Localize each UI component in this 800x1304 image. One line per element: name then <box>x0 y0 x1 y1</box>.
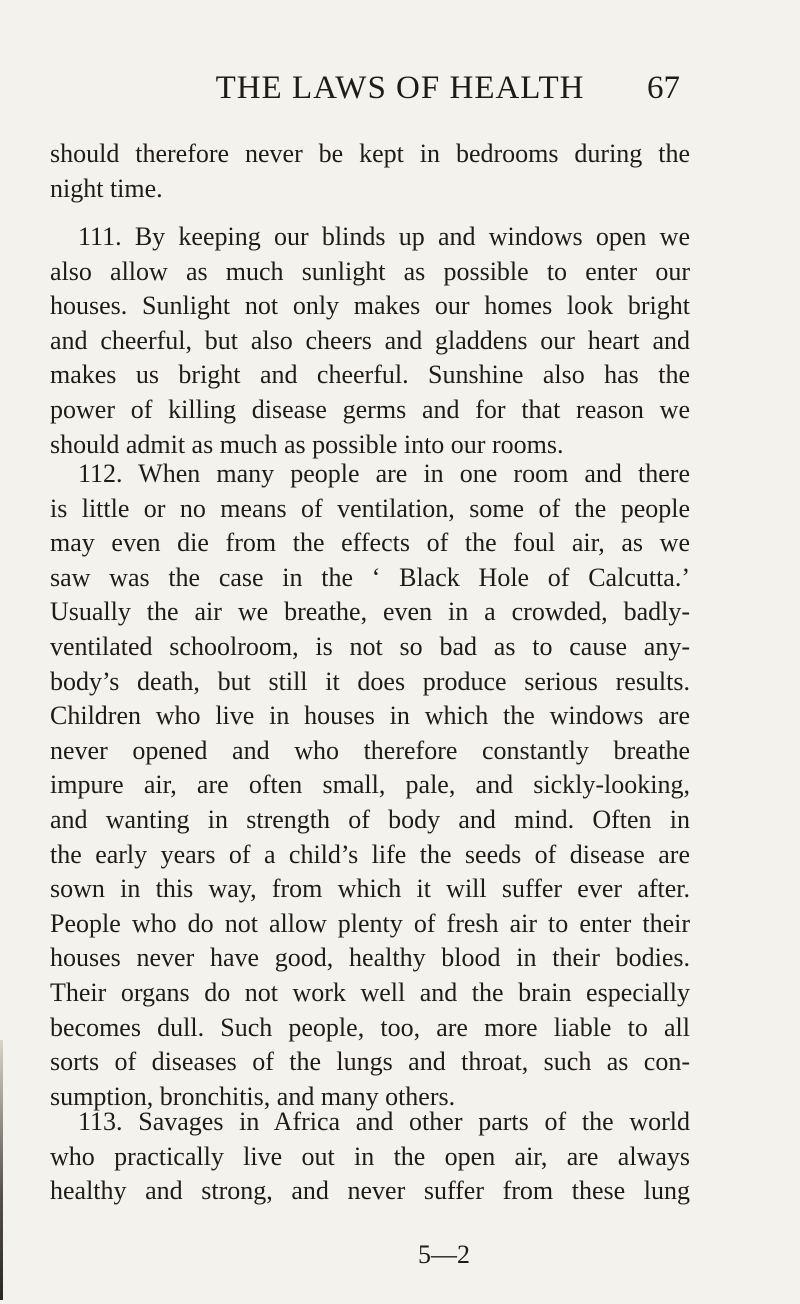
text-line: 111. By keeping our blinds up and windows open we <box>78 222 690 251</box>
running-title: THE LAWS OF HEALTH <box>215 70 585 106</box>
text-line: 112. When many people are in one room and there <box>78 459 690 488</box>
text-line: houses never have good, healthy blood in their bodies. <box>50 943 690 973</box>
text-line: Children who live in houses in which the windows are <box>50 701 690 731</box>
text-line: impure air, are often small, pale, and sickly-looking, <box>50 770 690 800</box>
text-line: the early years of a child’s life the seeds of disease are <box>50 839 690 869</box>
page-edge-shadow <box>0 1040 3 1300</box>
text-line: healthy and strong, and never suffer from these lung <box>50 1176 690 1206</box>
paragraph-111 <box>50 220 690 462</box>
text-line: 113. Savages in Africa and other parts of the world <box>78 1107 690 1136</box>
text-line: also allow as much sunlight as possible to enter our <box>50 256 690 286</box>
text-line: sorts of diseases of the lungs and throat, such as con- <box>50 1047 690 1077</box>
text-line: saw was the case in the ‘ Black Hole of Calcutta.’ <box>50 562 690 592</box>
text-line: should admit as much as possible into our rooms. <box>50 429 564 459</box>
text-line: night time. <box>50 173 163 203</box>
paragraph-continuation <box>50 137 690 206</box>
text-line: Usually the air we breathe, even in a crowded, badly- <box>50 597 690 627</box>
text-line: never opened and who therefore constantly breathe <box>50 735 690 765</box>
text-line: and cheerful, but also cheers and gladdens our heart and <box>50 325 690 355</box>
text-line: People who do not allow plenty of fresh air to enter their <box>50 908 690 938</box>
text-line: houses. Sunlight not only makes our homes look bright <box>50 291 690 321</box>
page-header <box>0 70 800 110</box>
paragraph-112 <box>50 457 690 1114</box>
text-line: ventilated schoolroom, is not so bad as to cause any- <box>50 631 690 661</box>
text-line: becomes dull. Such people, too, are more liable to all <box>50 1012 690 1042</box>
text-line: should therefore never be kept in bedrooms during the <box>50 139 690 168</box>
text-line: sumption, bronchitis, and many others. <box>50 1081 456 1111</box>
text-line: may even die from the effects of the foul air, as we <box>50 528 690 558</box>
paragraph-113 <box>50 1105 690 1209</box>
text-line: body’s death, but still it does produce serious results. <box>50 666 690 696</box>
text-line: is little or no means of ventilation, some of the people <box>50 493 690 523</box>
text-line: makes us bright and cheerful. Sunshine also has the <box>50 360 690 390</box>
signature-mark: 5—2 <box>418 1240 470 1269</box>
text-line: and wanting in strength of body and mind. Often in <box>50 804 690 834</box>
text-line: who practically live out in the open air, are always <box>50 1141 690 1171</box>
text-line: sown in this way, from which it will suffer ever after. <box>50 874 690 904</box>
text-line: Their organs do not work well and the brain especially <box>50 977 690 1007</box>
page-number: 67 <box>647 70 680 106</box>
text-line: power of killing disease germs and for that reason we <box>50 394 690 424</box>
